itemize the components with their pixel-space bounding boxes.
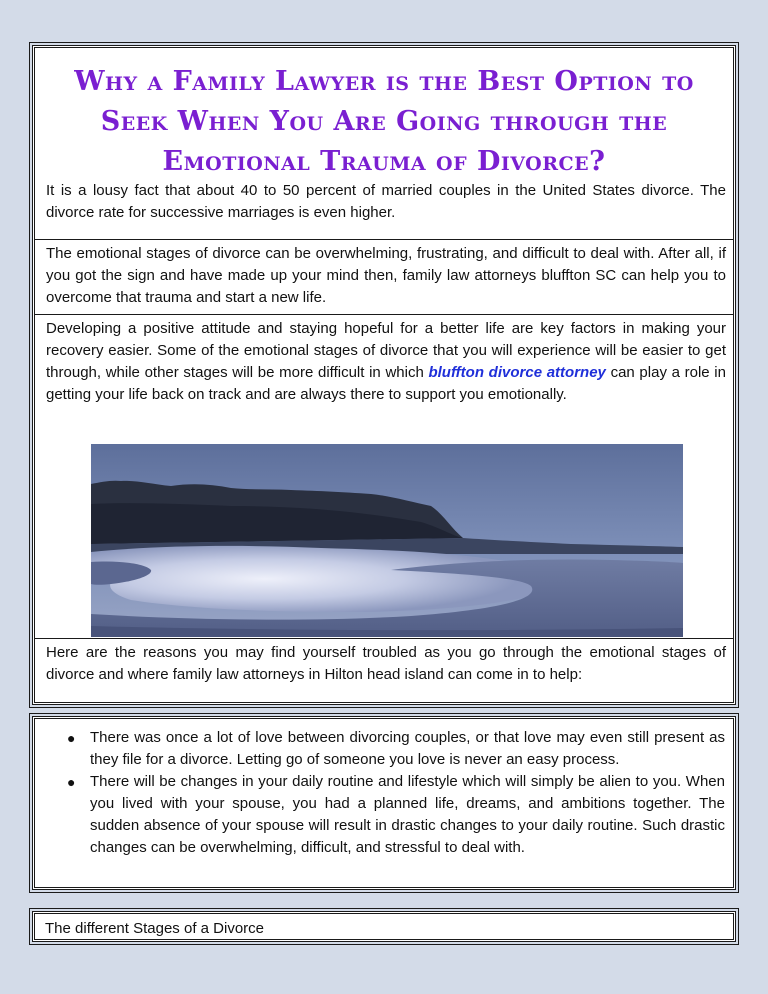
reasons-list [65, 727, 725, 859]
list-item-text: There will be changes in your daily routine and lifestyle which will simply be alien to you. When you lived with your spouse, you had a planned life, dreams, and ambitions together. The sudden absence of your spouse will result in drastic changes to your daily routine. Such drastic changes can be overwhelming, difficult, and stressful to deal with. [90, 773, 725, 856]
paragraph-reasons-intro: Here are the reasons you may find yourself troubled as you go through the emotional stages of divorce and where family law attorneys in Hilton head island can come in to help: [35, 638, 733, 686]
beach-dusk-photo [91, 444, 683, 637]
article-title: Why a Family Lawyer is the Best Option to Seek When You Are Going through the Emotional Trauma of Divorce? [74, 66, 694, 177]
paragraph-emotional-stages: The emotional stages of divorce can be overwhelming, frustrating, and difficult to deal with. After all, if you got the sign and have made up your mind then, family law attorneys bluffton SC can help you to overcome that trauma and start a new life. [35, 239, 733, 309]
paragraph-text-after-link: can play a role in getting your life back on track and are always there to support you emotionally. [46, 364, 726, 403]
bullet-icon: ● [67, 730, 76, 746]
list-item-text: There was once a lot of love between divorcing couples, or that love may even still present as they file for a divorce. Letting go of someone you love is never an easy process. [90, 729, 725, 768]
bluffton-divorce-attorney-link[interactable]: bluffton divorce attorney [428, 364, 606, 381]
paragraph-text-before-link: Developing a positive attitude and staying hopeful for a better life are key factors in making your recovery easier. Some of the emotional stages of divorce that you will experience will be easier to get through, while other stages will be more difficult in which [46, 320, 726, 381]
bullet-icon: ● [67, 774, 76, 790]
article-box [32, 45, 736, 705]
paragraph-positive-attitude [35, 314, 733, 406]
reasons-list-box [32, 716, 736, 890]
list-item [67, 771, 725, 859]
paragraph-divorce-statistics: It is a lousy fact that about 40 to 50 percent of married couples in the United States divorce. The divorce rate for successive marriages is even higher. [46, 182, 726, 221]
stages-heading-box [32, 911, 736, 942]
list-item [67, 727, 725, 771]
stages-heading: The different Stages of a Divorce [45, 920, 265, 937]
